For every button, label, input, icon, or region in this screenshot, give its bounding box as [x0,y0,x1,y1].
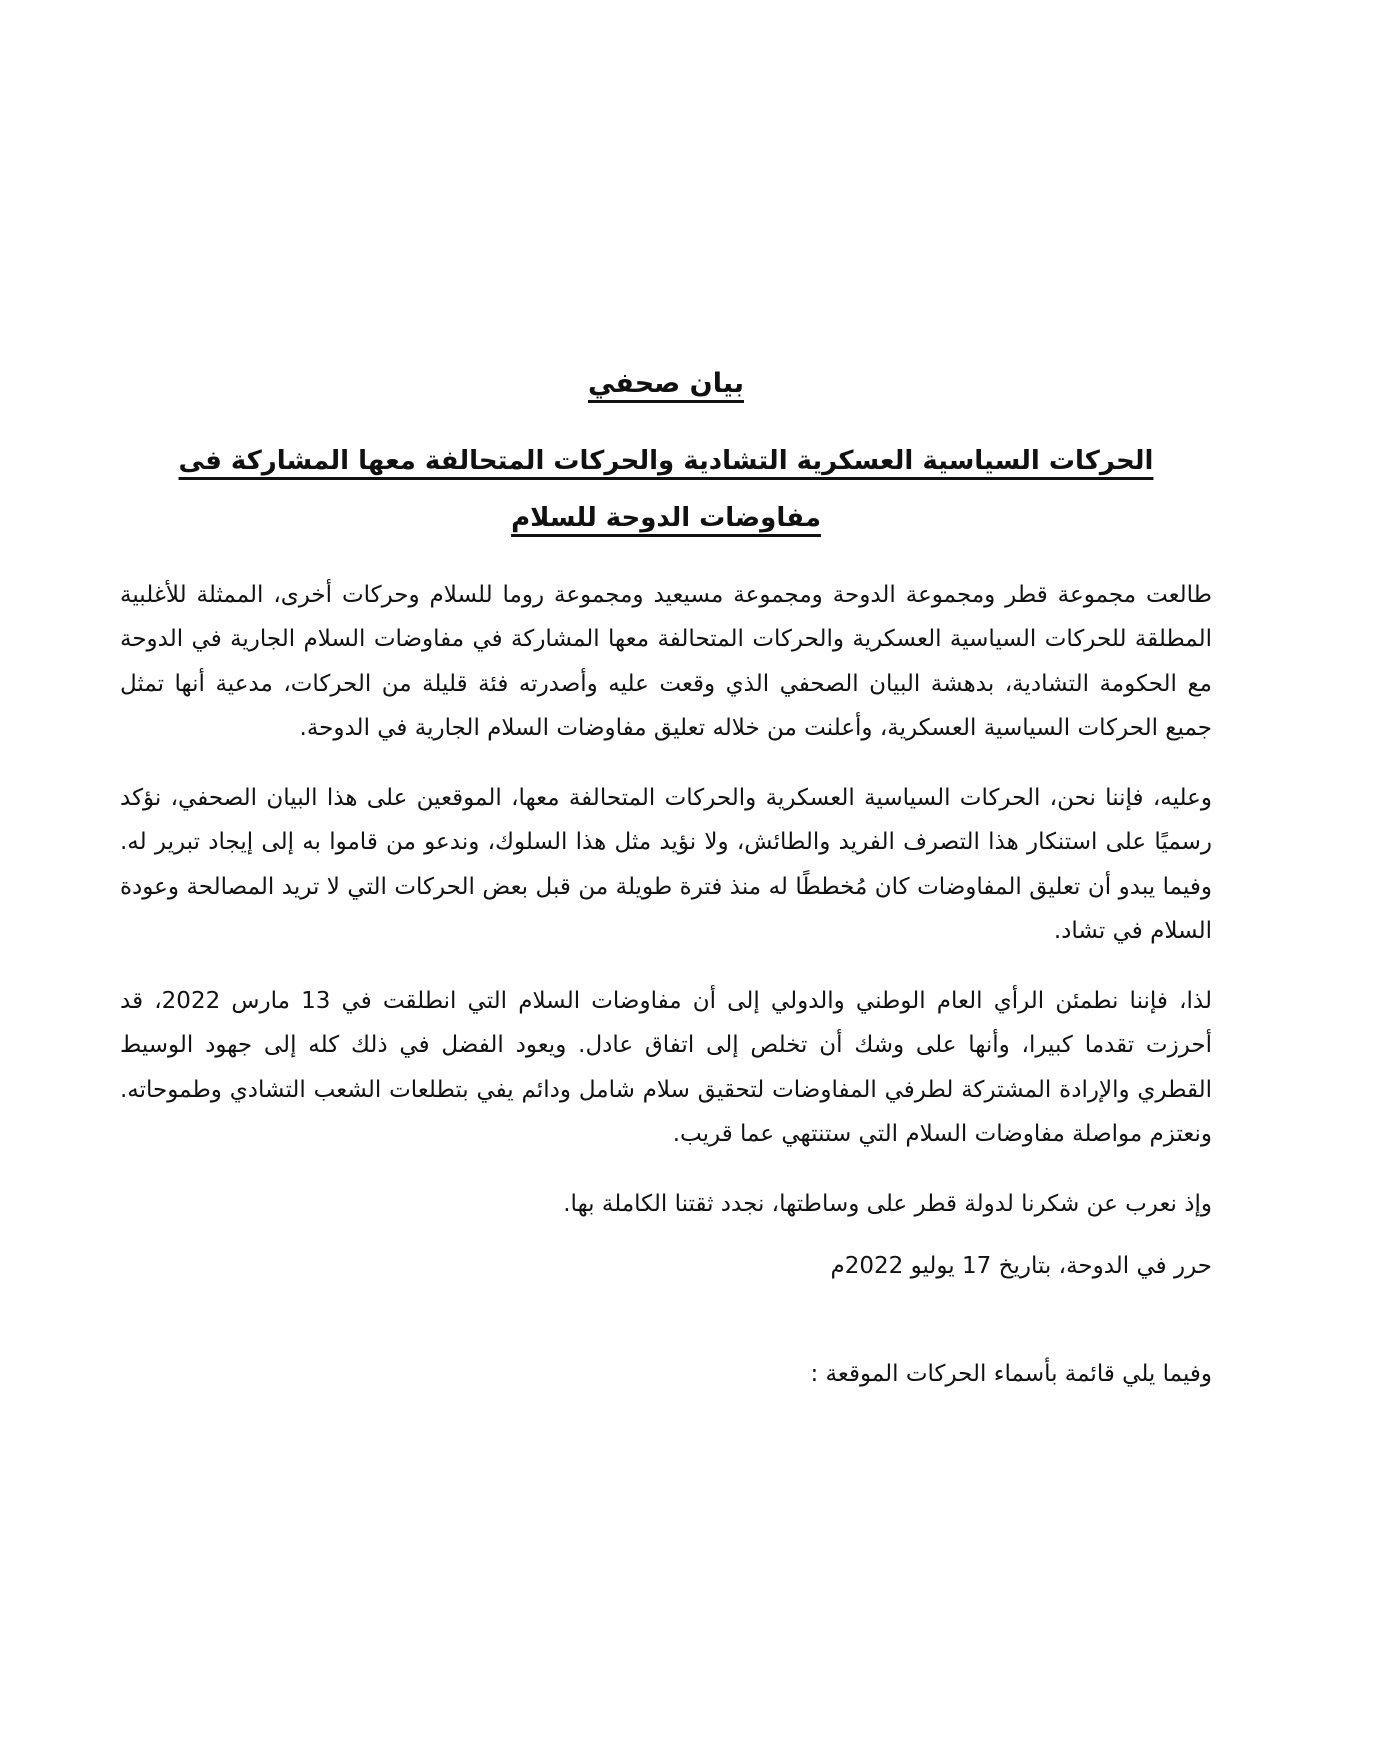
document-body [120,365,1212,1396]
signatories-intro: وفيما يلي قائمة بأسماء الحركات الموقعة : [810,1361,1212,1388]
dateline: حرر في الدوحة، بتاريخ 17 يوليو 2022م [830,1253,1212,1280]
document-title: بيان صحفي [587,368,745,399]
paragraph-3: لذا، فإننا نطمئن الرأي العام الوطني والدولي إلى أن مفاوضات السلام التي انطلقت في 13 مارس 2022، قد أحرزت تقدما كبيرا، وأنها على وشك أن تخلص إلى اتفاق عادل. ويعود الفضل في ذلك كله إلى جهود الوسيط القطري والإرادة المشتركة لطرفي المفاوضات لتحقيق سلام شامل ودائم يفي بتطلعات الشعب التشادي وطموحاته. ونعتزم مواصلة مفاوضات السلام التي ستنتهي عما قريب. [120,987,1212,1148]
document-subtitle [120,433,1212,547]
paragraph-1: طالعت مجموعة قطر ومجموعة الدوحة ومجموعة مسيعيد ومجموعة روما للسلام وحركات أخرى، الممثلة للأغلبية المطلقة للحركات السياسية العسكرية والحركات المتحالفة معها المشاركة في مفاوضات السلام الجارية في الدوحة مع الحكومة التشادية، بدهشة البيان الصحفي الذي وقعت عليه وأصدرته فئة قليلة من الحركات، مدعية أنها تمثل جميع الحركات السياسية العسكرية، وأعلنت من خلاله تعليق مفاوضات السلام الجارية في الدوحة. [120,581,1212,742]
paragraph-2: وعليه، فإننا نحن، الحركات السياسية العسكرية والحركات المتحالفة معها، الموقعين على هذا البيان الصحفي، نؤكد رسميًا على استنكار هذا التصرف الفريد والطائش، ولا نؤيد مثل هذا السلوك، وندعو من قاموا به إلى إيجاد تبرير له. وفيما يبدو أن تعليق المفاوضات كان مُخططًا له منذ فترة طويلة من قبل بعض الحركات التي لا تريد المصالحة وعودة السلام في تشاد. [120,784,1212,945]
paragraph-4: وإذ نعرب عن شكرنا لدولة قطر على وساطتها، نجدد ثقتنا الكاملة بها. [563,1190,1212,1217]
document-subtitle-text: الحركات السياسية العسكرية التشادية والحركات المتحالفة معها المشاركة فى مفاوضات الدوحة للسلام [178,445,1154,533]
